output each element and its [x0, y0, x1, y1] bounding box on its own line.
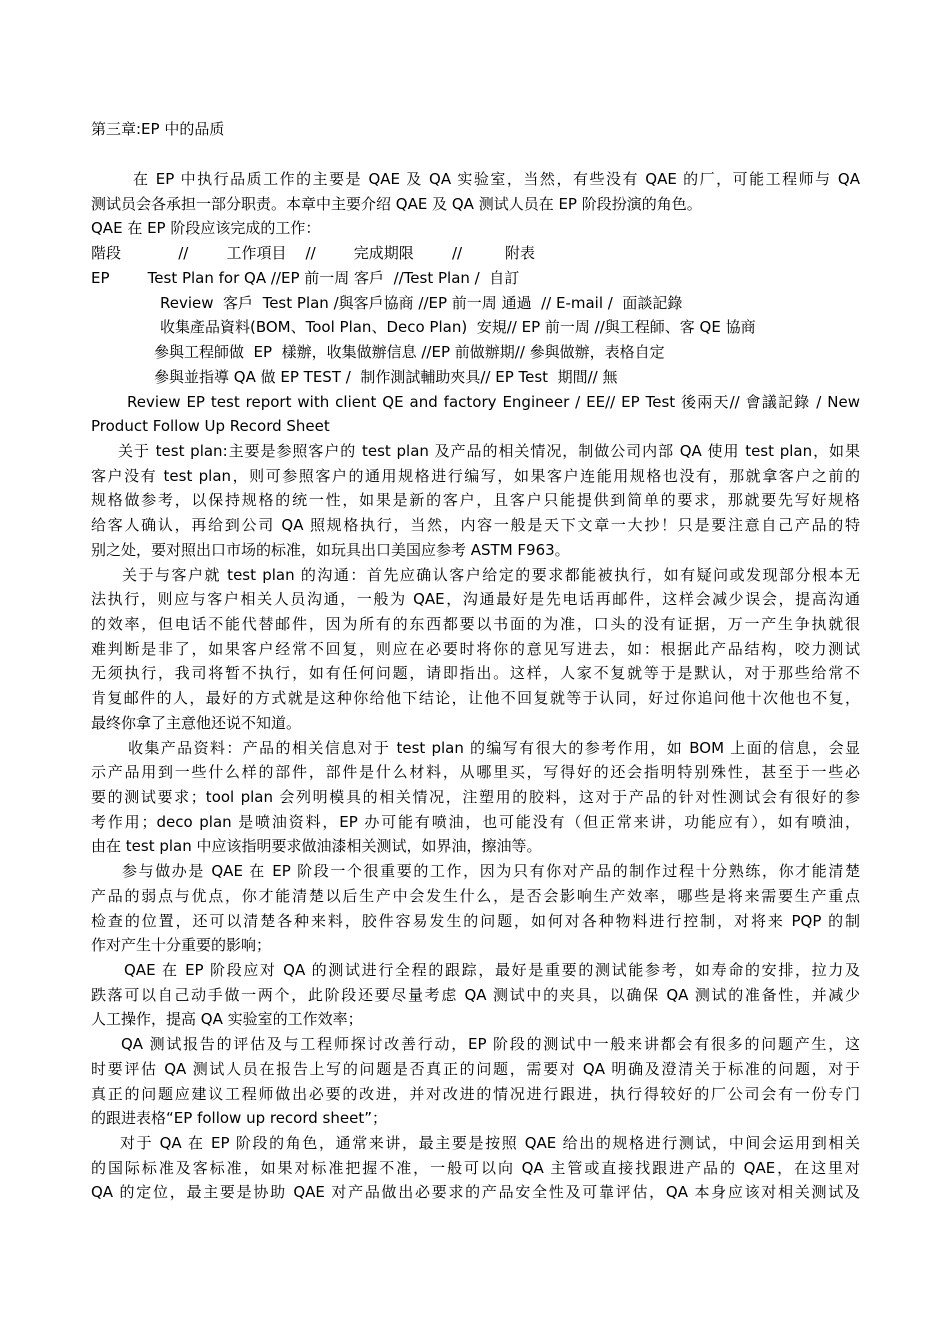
p3-line-4: 考作用；deco plan 是喷油资料，EP 办可能有喷油，也可能没有（但正常来讲，功能应有），如有喷油， — [91, 813, 860, 831]
table-row-report: Review EP test report with client QE and factory Engineer / EE// EP Test 後兩天// 會議記錄 / New — [127, 393, 860, 411]
p2-line-5: 无须执行，我司将暂不执行，如有任何问题，请即指出。这样，人家不复就等于是默认，对于那些给常不 — [91, 664, 860, 682]
p4-line-2: 产品的弱点与优点，你才能清楚以后生产中会发生什么，是否会影响生产效率，哪些是将来需要生产重点 — [91, 887, 860, 905]
p4-line-1: 参与做办是 QAE 在 EP 阶段一个很重要的工作，因为只有你对产品的制作过程十分熟练，你才能清楚 — [122, 862, 860, 880]
intro-line-3: QAE 在 EP 阶段应该完成的工作： — [91, 219, 321, 237]
p3-line-2: 示产品用到一些什么样的部件，部件是什么材料，从哪里买，写得好的还会指明特别殊性，甚至于一些必 — [91, 763, 860, 781]
table-row-test: 參與並指導 QA 做 EP TEST / 制作測試輔助夾具// EP Test 期間// 無 — [154, 368, 618, 386]
p2-line-6: 肯复邮件的人，最好的方式就是这种你给他下结论，让他不回复就等于认同，好过你追问他十次他也不复， — [91, 689, 860, 707]
p6-line-1: QA 测试报告的评估及与工程师探讨改善行动，EP 阶段的测试中一般来讲都会有很多的问题产生，这 — [121, 1035, 860, 1053]
p1-line-3: 规格做参考，以保持规格的统一性，如果是新的客户，且客户只能提供到简单的要求，那就要先写好规格 — [91, 491, 860, 509]
p2-line-2: 法执行，则应与客户相关人员沟通，一般为 QAE，沟通最好是先电话再邮件，这样会减少误会，提高沟通 — [91, 590, 860, 608]
p5-line-3: 人工操作，提高 QA 实验室的工作效率； — [91, 1010, 363, 1028]
p4-line-4: 作对产生十分重要的影响； — [91, 936, 272, 954]
table-row-sample: 參與工程師做 EP 樣辦，收集做辦信息 //EP 前做辦期// 參與做辦，表格自定 — [154, 343, 665, 361]
p2-line-7: 最终你拿了主意他还说不知道。 — [91, 714, 302, 732]
p6-line-2: 时要评估 QA 测试人员在报告上写的问题是否真正的问题，需要对 QA 明确及澄清关于标准的问题，对于 — [91, 1060, 860, 1078]
table-row-report-cont: Product Follow Up Record Sheet — [91, 417, 330, 435]
p1-line-5: 别之处，要对照出口市场的标准，如玩具出口美国应参考 ASTM F963。 — [91, 541, 570, 559]
p2-line-4: 难判断是非了，如果客户经常不回复，则应在必要时将你的意见写进去，如：根据此产品结构，咬力测试 — [91, 640, 860, 658]
p7-line-1: 对于 QA 在 EP 阶段的角色，通常来讲，最主要是按照 QAE 给出的规格进行测试，中间会运用到相关 — [120, 1134, 860, 1152]
chapter-title: 第三章:EP 中的品质 — [91, 120, 225, 138]
p4-line-3: 检查的位置，还可以清楚各种来料，胶件容易发生的问题，如何对各种物料进行控制，对将来 PQP 的制 — [91, 912, 860, 930]
p2-line-3: 的效率，但电话不能代替邮件，因为所有的东西都要以书面的为准，口头的没有证据，万一产生争执就很 — [91, 615, 860, 633]
p5-line-2: 跌落可以自己动手做一两个，此阶段还要尽量考虑 QA 测试中的夹具，以确保 QA 测试的准备性，并减少 — [91, 986, 860, 1004]
p1-line-2: 客户没有 test plan，则可参照客户的通用规格进行编写，如果客户连能用规格也没有，那就拿客户之前的 — [91, 467, 860, 485]
p1-line-4: 给客人确认，再给到公司 QA 照规格执行，当然，内容一般是天下文章一大抄！只是要注意自己产品的特 — [91, 516, 860, 534]
table-row-collect: 收集產品資料(BOM、Tool Plan、Deco Plan) 安規// EP 前一周 //與工程師、客 QE 協商 — [160, 318, 756, 336]
p2-line-1: 关于与客户就 test plan 的沟通：首先应确认客户给定的要求都能被执行，如有疑问或发现部分根本无 — [122, 566, 860, 584]
p6-line-4: 的跟进表格“EP follow up record sheet”； — [91, 1109, 387, 1127]
table-row-ep: EP Test Plan for QA //EP 前一周 客戶 //Test Plan / 自訂 — [91, 269, 520, 287]
table-header: 階段 // 工作項目 // 完成期限 // 附表 — [91, 244, 535, 262]
intro-line-2: 测试员会各承担一部分职责。本章中主要介绍 QAE 及 QA 测试人员在 EP 阶段扮演的角色。 — [91, 195, 702, 213]
p7-line-2: 的国际标准及客标准，如果对标准把握不准，一般可以向 QA 主管或直接找跟进产品的 QAE，在这里对 — [91, 1159, 860, 1177]
p7-line-3: QA 的定位，最主要是协助 QAE 对产品做出必要求的产品安全性及可靠评估，QA 本身应该对相关测试及 — [91, 1183, 860, 1201]
p5-line-1: QAE 在 EP 阶段应对 QA 的测试进行全程的跟踪，最好是重要的测试能参考，如寿命的安排，拉力及 — [124, 961, 860, 979]
p6-line-3: 真正的问题应建议工程师做出必要的改进，并对改进的情况进行跟进，执行得较好的厂公司会有一份专门 — [91, 1085, 860, 1103]
p3-line-3: 要的测试要求；tool plan 会列明模具的相关情况，注塑用的胶料，这对于产品的针对性测试会有很好的参 — [91, 788, 860, 806]
p3-line-1: 收集产品资料：产品的相关信息对于 test plan 的编写有很大的参考作用，如 BOM 上面的信息，会显 — [128, 739, 860, 757]
intro-line-1: 在 EP 中执行品质工作的主要是 QAE 及 QA 实验室，当然，有些没有 QAE 的厂，可能工程师与 QA — [133, 170, 860, 188]
p3-line-5: 由在 test plan 中应该指明要求做油漆相关测试，如界油，擦油等。 — [91, 837, 542, 855]
p1-line-1: 关于 test plan:主要是参照客户的 test plan 及产品的相关情况，制做公司内部 QA 使用 test plan，如果 — [118, 442, 860, 460]
table-row-review: Review 客戶 Test Plan /與客戶協商 //EP 前一周 通過 // E-mail / 面談記錄 — [160, 294, 683, 312]
